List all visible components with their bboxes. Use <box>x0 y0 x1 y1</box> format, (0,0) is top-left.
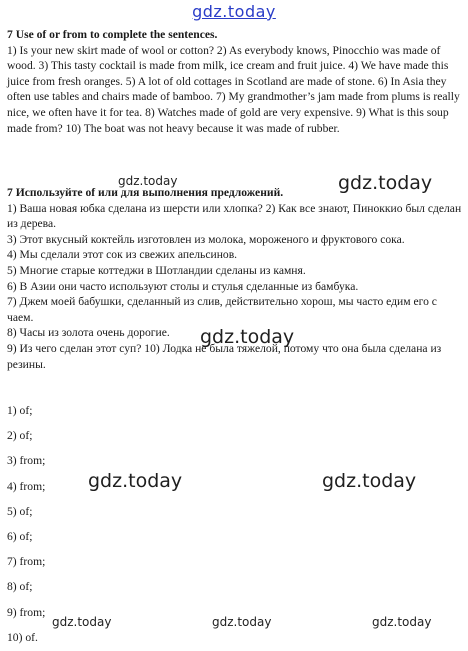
answer-item: 6) of; <box>7 529 33 543</box>
answers-list <box>7 398 207 650</box>
watermark: gdz.today <box>372 615 432 629</box>
watermark: gdz.today <box>338 172 433 194</box>
answer-item: 10) of. <box>7 630 38 644</box>
task-russian-line: 8) Часы из золота очень дорогие. <box>7 326 170 340</box>
task-russian-line: 1) Ваша новая юбка сделана из шерсти или хлопка? 2) Как все знают, Пиноккио был сделан из дерева. <box>7 201 462 231</box>
task-english-heading: 7 Use of or from to complete the sentences. <box>7 28 218 41</box>
task-english-text: 1) Is your new skirt made of wool or cotton? 2) As everybody knows, Pinocchio was made of wood. 3) This tasty cocktail is made from milk, ice cream and fruit juice. 4) We have made this juice from fresh oranges. 5) A lot of old cottages in Scotland are made of stone. 6) In Asia they often use tables and chairs made of bamboo. 7) My grandmother’s jam made from plums is really nice, we often have it for tea. 8) Watches made of gold are very expensive. 9) What is this soup made from? 10) The boat was not heavy because it was made of rubber. <box>7 43 460 135</box>
task-russian-heading: 7 Используйте of или для выполнения предложений. <box>7 186 284 199</box>
answer-item: 1) of; <box>7 404 33 417</box>
watermark: gdz.today <box>200 326 295 348</box>
task-russian-line: 6) В Азии они часто используют столы и стулья сделанные из бамбука. <box>7 279 359 293</box>
watermark: gdz.today <box>52 615 112 629</box>
answer-item: 7) from; <box>7 555 46 569</box>
watermark: gdz.today <box>322 470 417 492</box>
answer-item: 8) of; <box>7 580 33 594</box>
answer-item: 3) from; <box>7 454 46 468</box>
watermark: gdz.today <box>118 174 178 188</box>
task-english <box>7 27 462 136</box>
task-russian-line: 7) Джем моей бабушки, сделанный из слив, действительно хорош, мы часто едим его с чаем. <box>7 295 437 324</box>
task-russian-line: 9) Из чего сделан этот суп? 10) Лодка не была тяжелой, потому что она была сделана из резины. <box>7 341 442 371</box>
task-russian-line: 5) Многие старые коттеджи в Шотландии сделаны из камня. <box>7 263 306 277</box>
watermark: gdz.today <box>212 615 272 629</box>
task-russian-line: 3) Этот вкусный коктейль изготовлен из молока, мороженого и фруктового сока. <box>7 232 405 246</box>
answer-item: 5) of; <box>7 504 33 518</box>
answer-item: 4) from; <box>7 479 46 493</box>
answer-item: 9) from; <box>7 605 46 619</box>
task-russian-line: 4) Мы сделали этот сок из свежих апельсинов. <box>7 248 238 262</box>
watermark: gdz.today <box>88 470 183 492</box>
answer-item: 2) of; <box>7 429 33 443</box>
site-header-link[interactable]: gdz.today <box>192 2 276 21</box>
